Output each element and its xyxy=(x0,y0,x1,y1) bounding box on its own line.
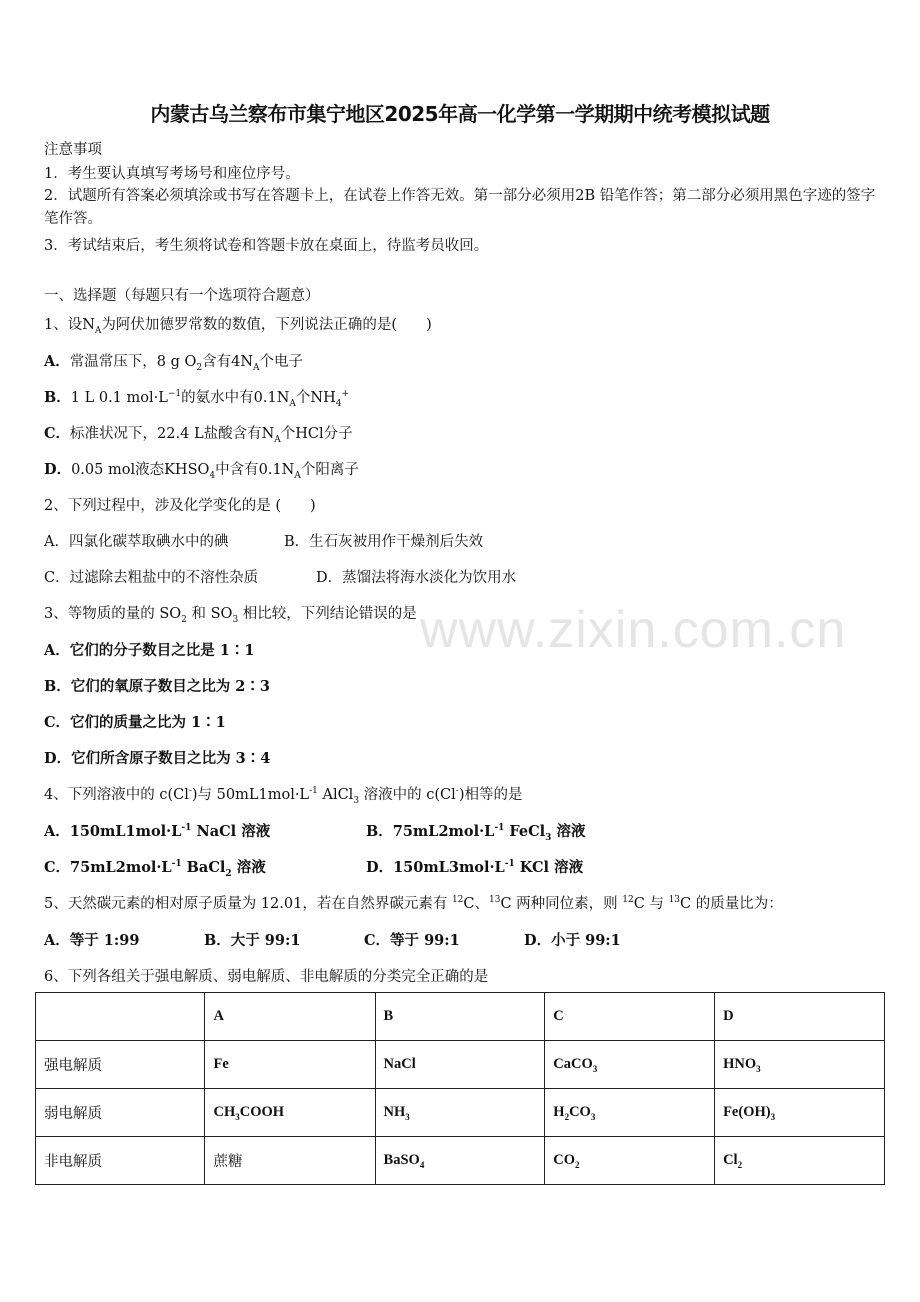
question-3-option-c: C．它们的质量之比为 1∶1 xyxy=(44,714,226,731)
table-row xyxy=(36,1041,885,1089)
table-cell: Fe xyxy=(205,1041,375,1089)
table-cell: NaCl xyxy=(375,1041,545,1089)
table-header-cell: B xyxy=(375,993,545,1041)
table-header-cell: D xyxy=(715,993,885,1041)
table-header-row xyxy=(36,993,885,1041)
notice-item-3: 3．考试结束后，考生须将试卷和答题卡放在桌面上，待监考员收回。 xyxy=(44,238,489,254)
question-1-option-d: D．0.05 mol液态$KHSO_4$中含有$0.1N_A$个阳离子 xyxy=(44,461,359,481)
question-5-option-c: C．等于 99:1 xyxy=(364,932,460,949)
table-cell: 蔗糖 xyxy=(205,1137,375,1185)
notice-heading: 注意事项 xyxy=(44,142,102,158)
question-5-option-d: D．小于 99:1 xyxy=(524,932,621,949)
table-cell: $Cl_2$ xyxy=(715,1137,885,1185)
table-header-cell: A xyxy=(205,993,375,1041)
table-cell: $CH_3COOH$ xyxy=(205,1089,375,1137)
question-6-stem: 6、下列各组关于强电解质、弱电解质、非电解质的分类完全正确的是 xyxy=(44,969,489,985)
table-header-cell: C xyxy=(545,993,715,1041)
question-3-stem: 3、等物质的量的 $SO_2$ 和 $SO_3$ 相比较，下列结论错误的是 xyxy=(44,606,417,625)
question-1-option-c: C．标准状况下，22.4 L盐酸含有$N_A$个HCl分子 xyxy=(44,425,353,445)
table-cell: 弱电解质 xyxy=(36,1089,205,1137)
table-cell: $NH_3$ xyxy=(375,1089,545,1137)
question-4-option-b: B．$75mL2mol\cdot L^{-1}$ FeCl$_3$ 溶液 xyxy=(366,823,586,843)
question-5-option-a: A．等于 1:99 xyxy=(44,932,140,949)
notice-item-1: 1．考生要认真填写考场号和座位序号。 xyxy=(44,166,300,182)
table-header-cell xyxy=(36,993,205,1041)
question-4-option-a: A．$150mL1mol\cdot L^{-1}$ NaCl 溶液 xyxy=(44,823,271,840)
question-3-option-d: D．它们所含原子数目之比为 3∶4 xyxy=(44,750,271,767)
question-2-option-c: C．过滤除去粗盐中的不溶性杂质 xyxy=(44,570,259,586)
watermark-text: www.zixin.com.cn xyxy=(420,601,847,659)
question-1-option-a: A．常温常压下，8 g $O_2$含有$4N_A$个电子 xyxy=(44,353,304,373)
table-row xyxy=(36,1137,885,1185)
table-cell: 非电解质 xyxy=(36,1137,205,1185)
question-3-option-a: A．它们的分子数目之比是 1∶1 xyxy=(44,642,255,659)
table-row xyxy=(36,1089,885,1137)
question-2-option-a: A．四氯化碳萃取碘水中的碘 xyxy=(44,534,229,550)
question-4-option-d: D．$150mL3mol\cdot L^{-1}$ KCl 溶液 xyxy=(366,859,584,876)
electrolyte-table xyxy=(35,992,885,1185)
table-cell: BaSO$_4$ xyxy=(375,1137,545,1185)
table-cell: 强电解质 xyxy=(36,1041,205,1089)
table-cell: $H_2CO_3$ xyxy=(545,1089,715,1137)
table-cell: $HNO_3$ xyxy=(715,1041,885,1089)
question-5-stem: 5、天然碳元素的相对原子质量为 12.01，若在自然界碳元素有 $^{12}$C、$^{13}$C 两种同位素，则 $^{12}$C 与 $^{13}$C 的质量比为： xyxy=(44,895,783,912)
question-3-option-b: B．它们的氧原子数目之比为 2∶3 xyxy=(44,678,270,695)
question-2-option-d: D．蒸馏法将海水淡化为饮用水 xyxy=(316,570,517,586)
table-cell: $CO_2$ xyxy=(545,1137,715,1185)
question-5-option-b: B．大于 99:1 xyxy=(204,932,301,949)
question-2-stem: 2、下列过程中，涉及化学变化的是 ( ) xyxy=(44,498,316,514)
section-heading: 一、选择题（每题只有一个选项符合题意） xyxy=(44,288,320,304)
question-2-option-b: B．生石灰被用作干燥剂后失效 xyxy=(284,534,484,550)
notice-item-2: 2．试题所有答案必须填涂或书写在答题卡上，在试卷上作答无效。第一部分必须用2B 铅笔作答；第二部分必须用黑色字迹的签字笔作答。 xyxy=(44,188,876,227)
question-1-stem: 1、设$N_A$为阿伏加德罗常数的数值，下列说法正确的是( ) xyxy=(44,317,432,336)
table-cell: CaCO$_3$ xyxy=(545,1041,715,1089)
page-title: 内蒙古乌兰察布市集宁地区2025年高一化学第一学期期中统考模拟试题 xyxy=(150,102,770,126)
question-1-option-b: B．1 L 0.1 $mol\cdot L^{-1}$的氨水中有$0.1N_A$个$NH_4^+$ xyxy=(44,389,350,409)
question-4-stem: 4、下列溶液中的 c(Cl-)与 $50mL1mol\cdot L^{-1}$ AlCl$_3$ 溶液中的 c(Cl-)相等的是 xyxy=(44,786,523,806)
table-cell: $Fe(OH)_3$ xyxy=(715,1089,885,1137)
question-4-option-c: C．$75mL2mol\cdot L^{-1}$ BaCl$_2$ 溶液 xyxy=(44,859,266,879)
